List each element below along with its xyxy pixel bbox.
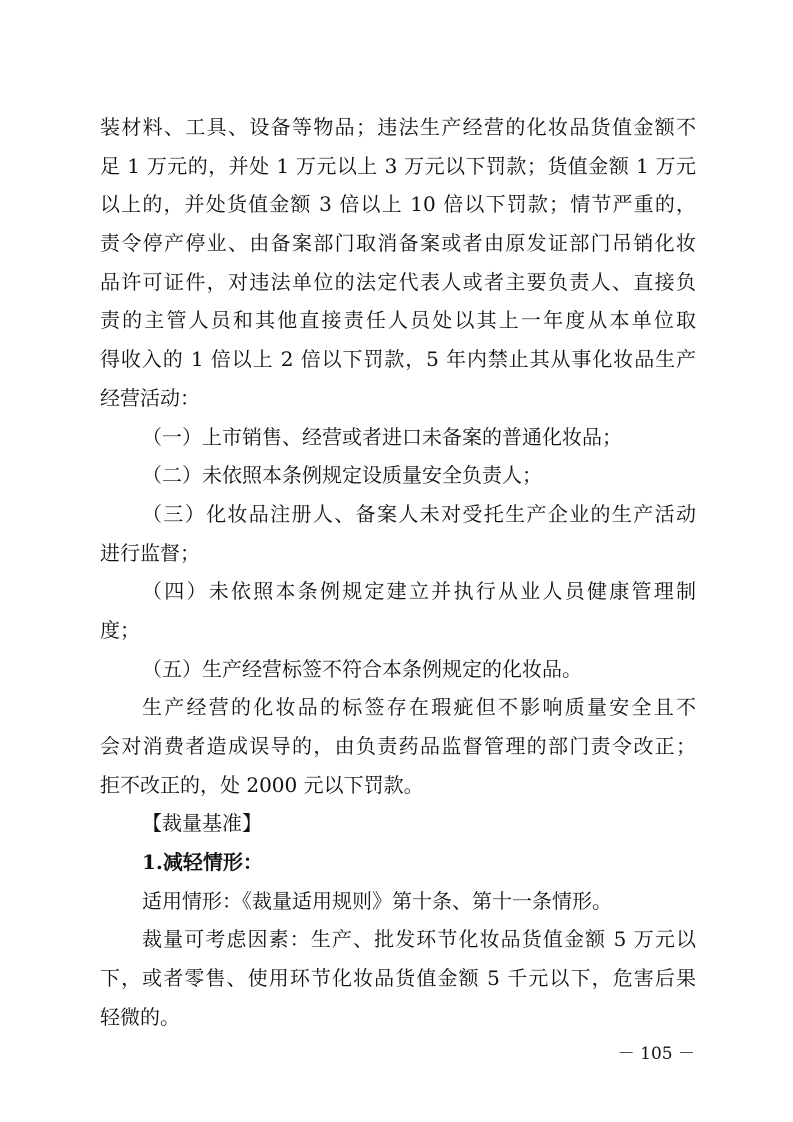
text-line: 以上的，并处货值金额 3 倍以上 10 倍以下罚款；情节严重的， [100, 192, 696, 217]
text-line: 会对消费者造成误导的，由负责药品监督管理的部门责令改正； [100, 734, 696, 758]
list-item-1: （一）上市销售、经营或者进口未备案的普通化妆品； [142, 424, 622, 449]
list-item-4: （四）未依照本条例规定建立并执行从业人员健康管理制 [142, 579, 696, 604]
text-line: 责的主管人员和其他直接责任人员处以其上一年度从本单位取 [100, 308, 696, 333]
text-line: 度； [100, 617, 140, 642]
paragraph-start: 适用情形：《裁量适用规则》第十条、第十一条情形。 [142, 888, 612, 913]
text-line: 得收入的 1 倍以上 2 倍以下罚款，5 年内禁止其从事化妆品生产 [100, 347, 696, 372]
subsection-heading: 1.减轻情形： [142, 850, 263, 875]
text-line: 进行监督； [100, 540, 200, 565]
list-item-3: （三）化妆品注册人、备案人未对受托生产企业的生产活动 [142, 501, 696, 526]
paragraph-start: 生产经营的化妆品的标签存在瑕疵但不影响质量安全且不 [142, 695, 696, 720]
list-item-2: （二）未依照本条例规定设质量安全负责人； [142, 463, 542, 488]
text-line: 足 1 万元的，并处 1 万元以上 3 万元以下罚款；货值金额 1 万元 [100, 153, 696, 178]
text-line: 轻微的。 [100, 1004, 180, 1029]
list-item-5: （五）生产经营标签不符合本条例规定的化妆品。 [142, 656, 582, 681]
text-line: 下，或者零售、使用环节化妆品货值金额 5 千元以下，危害后果 [100, 966, 696, 991]
text-line: 装材料、工具、设备等物品；违法生产经营的化妆品货值金额不 [100, 115, 696, 139]
document-body [100, 108, 696, 1037]
paragraph-start: 裁量可考虑因素：生产、批发环节化妆品货值金额 5 万元以 [142, 927, 696, 952]
section-heading: 【裁量基准】 [142, 811, 262, 836]
text-line: 拒不改正的，处 2000 元以下罚款。 [100, 772, 424, 797]
text-line: 责令停产停业、由备案部门取消备案或者由原发证部门吊销化妆 [100, 231, 696, 256]
text-line: 品许可证件，对违法单位的法定代表人或者主要负责人、直接负 [100, 269, 696, 294]
text-line: 经营活动： [100, 385, 200, 410]
page-number: － 105 － [617, 1044, 695, 1064]
